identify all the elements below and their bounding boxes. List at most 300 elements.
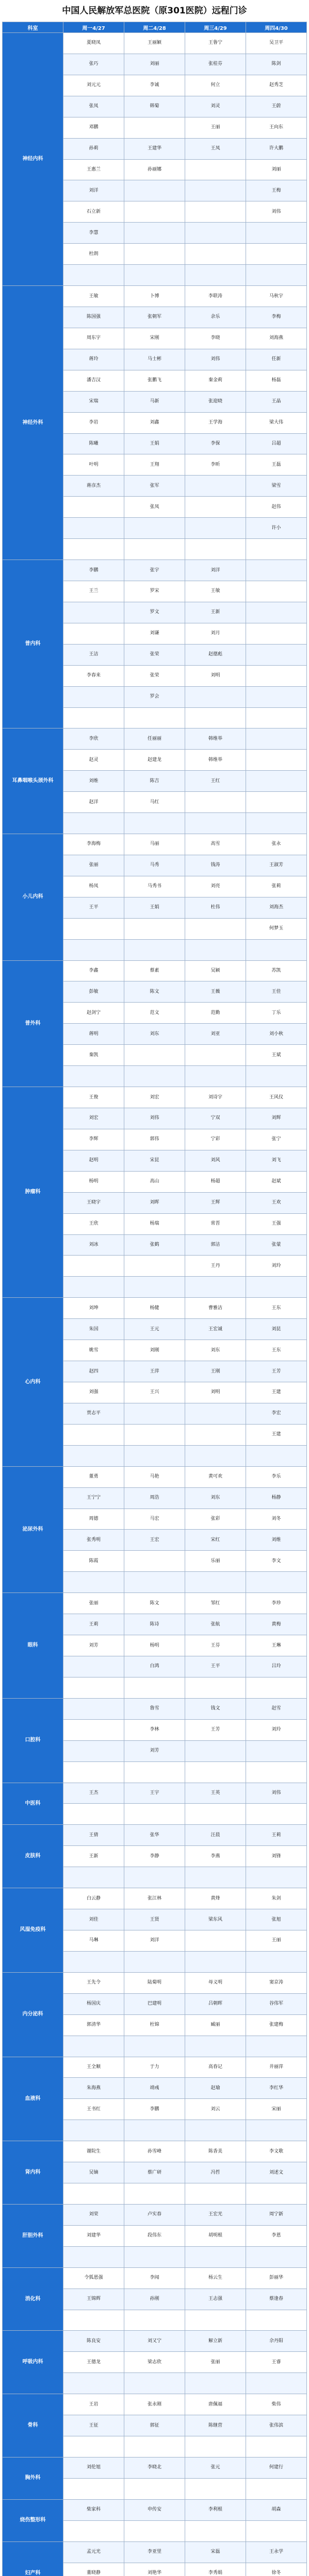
doctor-cell: 刘伟 bbox=[124, 1108, 185, 1129]
doctor-cell: 刘建华 bbox=[63, 2225, 124, 2246]
doctor-cell: 何建行 bbox=[246, 2458, 307, 2479]
doctor-cell bbox=[246, 2310, 307, 2331]
table-row bbox=[3, 2331, 307, 2352]
doctor-cell bbox=[246, 1066, 307, 1087]
doctor-cell: 韩维举 bbox=[185, 750, 246, 771]
doctor-cell: 罗文 bbox=[124, 602, 185, 623]
doctor-cell: 李乐 bbox=[246, 1466, 307, 1487]
doctor-cell bbox=[124, 2436, 185, 2458]
doctor-cell bbox=[63, 623, 124, 644]
doctor-cell bbox=[246, 1445, 307, 1466]
doctor-cell: 张航 bbox=[185, 1614, 246, 1635]
doctor-cell: 刘荣 bbox=[63, 2204, 124, 2225]
table-row bbox=[3, 834, 307, 855]
doctor-cell: 刘艳华 bbox=[124, 2563, 185, 2576]
doctor-cell: 王辉 bbox=[185, 1192, 246, 1213]
doctor-cell bbox=[124, 2310, 185, 2331]
doctor-cell: 朱海燕 bbox=[63, 2078, 124, 2099]
doctor-cell: 杨云生 bbox=[185, 2267, 246, 2289]
doctor-cell: 王东 bbox=[246, 1298, 307, 1319]
doctor-cell: 王丹 bbox=[185, 1256, 246, 1277]
doctor-cell bbox=[63, 265, 124, 286]
doctor-cell: 李联涛 bbox=[185, 286, 246, 307]
doctor-cell: 赵瑜 bbox=[185, 2078, 246, 2099]
doctor-cell bbox=[63, 813, 124, 834]
doctor-cell: 张伟滨 bbox=[246, 2415, 307, 2436]
doctor-cell: 张莉 bbox=[246, 876, 307, 897]
doctor-cell bbox=[124, 2036, 185, 2057]
doctor-cell: 杨国庆 bbox=[63, 1993, 124, 2014]
doctor-cell: 张秀明 bbox=[63, 1530, 124, 1551]
doctor-cell: 马琳 bbox=[63, 1930, 124, 1951]
doctor-cell: 刘明 bbox=[185, 665, 246, 686]
doctor-cell: 李宏 bbox=[246, 1403, 307, 1424]
doctor-cell: 吕玲 bbox=[246, 1656, 307, 1677]
doctor-cell: 吴镝 bbox=[63, 2162, 124, 2183]
doctor-cell: 蒋明 bbox=[63, 1024, 124, 1045]
doctor-cell: 谷伟军 bbox=[246, 1993, 307, 2014]
table-row bbox=[3, 1698, 307, 1719]
doctor-cell bbox=[246, 665, 307, 686]
doctor-cell: 孟元光 bbox=[63, 2541, 124, 2563]
table-row bbox=[3, 2057, 307, 2078]
doctor-cell: 叶明 bbox=[63, 454, 124, 476]
doctor-cell: 高春记 bbox=[185, 2057, 246, 2078]
doctor-cell: 靖彧 bbox=[124, 2078, 185, 2099]
doctor-cell: 张军 bbox=[124, 476, 185, 497]
doctor-cell: 刘亮 bbox=[185, 876, 246, 897]
doctor-cell bbox=[63, 2120, 124, 2141]
doctor-cell bbox=[185, 1066, 246, 1087]
doctor-cell: 宁双 bbox=[185, 1108, 246, 1129]
doctor-cell: 董勇 bbox=[63, 1466, 124, 1487]
doctor-cell: 陈诗 bbox=[124, 1614, 185, 1635]
doctor-cell bbox=[246, 1951, 307, 1972]
doctor-cell: 刘东 bbox=[185, 1487, 246, 1509]
doctor-cell bbox=[185, 223, 246, 244]
doctor-cell: 张荣 bbox=[124, 665, 185, 686]
doctor-cell: 王宏诚 bbox=[185, 1319, 246, 1340]
doctor-cell: 王芬 bbox=[185, 1635, 246, 1656]
doctor-cell bbox=[185, 201, 246, 223]
doctor-cell bbox=[63, 1804, 124, 1825]
doctor-cell: 赵斌 bbox=[246, 1171, 307, 1192]
doctor-cell: 邓鹏 bbox=[63, 117, 124, 138]
doctor-cell bbox=[246, 2478, 307, 2499]
doctor-cell: 李燕 bbox=[185, 1846, 246, 1867]
doctor-cell: 王东 bbox=[246, 1340, 307, 1361]
doctor-cell: 李梅 bbox=[246, 307, 307, 328]
department-name: 中医科 bbox=[3, 1783, 63, 1825]
doctor-cell: 陈国强 bbox=[63, 307, 124, 328]
doctor-cell bbox=[124, 1445, 185, 1466]
doctor-cell: 马艳 bbox=[124, 1466, 185, 1487]
table-row bbox=[3, 960, 307, 981]
doctor-cell: 杨超 bbox=[185, 1171, 246, 1192]
doctor-cell bbox=[124, 1066, 185, 1087]
doctor-cell: 刘小秋 bbox=[246, 1024, 307, 1045]
doctor-cell: 谢院生 bbox=[63, 2141, 124, 2162]
doctor-cell: 刘飞 bbox=[246, 1150, 307, 1171]
doctor-cell: 段伟东 bbox=[124, 2225, 185, 2246]
doctor-cell: 刘明 bbox=[185, 1382, 246, 1403]
doctor-cell: 刘月 bbox=[185, 623, 246, 644]
doctor-cell: 姚雪 bbox=[63, 1340, 124, 1361]
department-name: 神经内科 bbox=[3, 33, 63, 286]
department-name: 风湿免疫科 bbox=[3, 1888, 63, 1973]
column-header: 周三4/29 bbox=[185, 22, 246, 33]
doctor-cell bbox=[246, 939, 307, 960]
doctor-cell: 王薇 bbox=[185, 981, 246, 1003]
doctor-cell: 张宁 bbox=[246, 1129, 307, 1150]
table-row bbox=[3, 1972, 307, 1993]
doctor-cell: 乐丽 bbox=[185, 1551, 246, 1572]
doctor-cell bbox=[63, 1677, 124, 1698]
doctor-cell bbox=[246, 2520, 307, 2541]
doctor-cell: 唐佩福 bbox=[185, 2394, 246, 2415]
doctor-cell: 梁大伟 bbox=[246, 412, 307, 433]
doctor-cell bbox=[63, 2183, 124, 2205]
doctor-cell: 吴颖 bbox=[185, 960, 246, 981]
doctor-cell: 彭敏 bbox=[63, 981, 124, 1003]
doctor-cell: 李诚 bbox=[124, 75, 185, 96]
column-header: 周一4/27 bbox=[63, 22, 124, 33]
doctor-cell bbox=[246, 813, 307, 834]
doctor-cell bbox=[185, 1761, 246, 1783]
doctor-cell: 王惠兰 bbox=[63, 159, 124, 180]
doctor-cell: 王宏光 bbox=[185, 2204, 246, 2225]
doctor-cell: 杜锦 bbox=[124, 2014, 185, 2036]
doctor-cell bbox=[185, 539, 246, 560]
doctor-cell: 刘丽 bbox=[124, 54, 185, 75]
doctor-cell: 井丽萍 bbox=[246, 2057, 307, 2078]
doctor-cell bbox=[124, 1572, 185, 1593]
doctor-cell: 王强 bbox=[246, 1213, 307, 1234]
doctor-cell: 李欣 bbox=[63, 728, 124, 750]
doctor-cell bbox=[185, 159, 246, 180]
doctor-cell: 李秀娟 bbox=[185, 2563, 246, 2576]
doctor-cell: 李保 bbox=[185, 433, 246, 454]
doctor-cell: 张建梅 bbox=[246, 2014, 307, 2036]
doctor-cell bbox=[246, 1677, 307, 1698]
doctor-cell: 刘谦 bbox=[124, 623, 185, 644]
doctor-cell: 黄可欢 bbox=[185, 1466, 246, 1487]
doctor-cell bbox=[63, 2310, 124, 2331]
doctor-cell: 王鲁宁 bbox=[185, 33, 246, 54]
table-row bbox=[3, 1087, 307, 1108]
doctor-cell: 鲁雪 bbox=[124, 1698, 185, 1719]
doctor-cell: 何梦玉 bbox=[246, 918, 307, 939]
doctor-cell bbox=[124, 2478, 185, 2499]
doctor-cell: 李晓 bbox=[185, 328, 246, 349]
department-name: 消化科 bbox=[3, 2267, 63, 2331]
doctor-cell: 汪晨 bbox=[185, 1825, 246, 1846]
doctor-cell bbox=[185, 1403, 246, 1424]
doctor-cell: 刘锋 bbox=[246, 1846, 307, 1867]
doctor-cell: 王娟 bbox=[124, 433, 185, 454]
doctor-cell: 李海梅 bbox=[63, 834, 124, 855]
doctor-cell: 杨凤 bbox=[63, 876, 124, 897]
doctor-cell bbox=[246, 265, 307, 286]
doctor-cell bbox=[124, 518, 185, 539]
doctor-cell bbox=[185, 518, 246, 539]
table-row bbox=[3, 33, 307, 54]
doctor-cell: 陈良安 bbox=[63, 2331, 124, 2352]
doctor-cell bbox=[246, 728, 307, 750]
doctor-cell bbox=[246, 2183, 307, 2205]
doctor-cell bbox=[185, 2478, 246, 2499]
doctor-cell: 杨瑞 bbox=[124, 1213, 185, 1234]
department-name: 骨科 bbox=[3, 2394, 63, 2458]
doctor-cell: 杨磊 bbox=[246, 370, 307, 391]
doctor-cell: 李辉 bbox=[63, 1129, 124, 1150]
doctor-cell: 杨健 bbox=[124, 1298, 185, 1319]
doctor-cell: 马秀书 bbox=[124, 876, 185, 897]
doctor-cell: 王敏 bbox=[185, 581, 246, 602]
table-row bbox=[3, 2141, 307, 2162]
doctor-cell bbox=[63, 1761, 124, 1783]
department-name: 神经外科 bbox=[3, 286, 63, 560]
doctor-cell bbox=[246, 644, 307, 665]
doctor-cell: 王向东 bbox=[246, 117, 307, 138]
doctor-cell bbox=[246, 539, 307, 560]
doctor-cell: 周东宇 bbox=[63, 328, 124, 349]
doctor-cell: 马士彬 bbox=[124, 349, 185, 370]
doctor-cell: 罗宋 bbox=[124, 581, 185, 602]
doctor-cell: 王欣 bbox=[63, 1213, 124, 1234]
doctor-cell: 吕朝晖 bbox=[185, 1993, 246, 2014]
doctor-cell bbox=[63, 518, 124, 539]
doctor-cell: 刘亚 bbox=[185, 1024, 246, 1045]
doctor-cell: 张巧 bbox=[63, 54, 124, 75]
doctor-cell: 郭清华 bbox=[63, 2014, 124, 2036]
doctor-cell: 王先令 bbox=[63, 1972, 124, 1993]
doctor-cell: 王元 bbox=[124, 1319, 185, 1340]
doctor-cell bbox=[246, 1572, 307, 1593]
doctor-cell: 宋磊 bbox=[185, 2541, 246, 2563]
doctor-cell bbox=[185, 2520, 246, 2541]
doctor-cell: 郭伟 bbox=[124, 1129, 185, 1150]
doctor-cell: 郭征 bbox=[124, 2415, 185, 2436]
doctor-cell: 王丽 bbox=[246, 1930, 307, 1951]
doctor-cell bbox=[185, 2246, 246, 2267]
doctor-cell bbox=[246, 2120, 307, 2141]
department-name: 心内科 bbox=[3, 1298, 63, 1466]
doctor-cell: 赵秀芝 bbox=[246, 75, 307, 96]
doctor-cell bbox=[124, 1256, 185, 1277]
doctor-cell bbox=[185, 244, 246, 265]
doctor-cell bbox=[63, 707, 124, 728]
doctor-cell bbox=[185, 1277, 246, 1298]
doctor-cell: 苏凯 bbox=[246, 960, 307, 981]
doctor-cell: 刘又宁 bbox=[124, 2331, 185, 2352]
doctor-cell bbox=[246, 707, 307, 728]
doctor-cell: 王兰 bbox=[63, 581, 124, 602]
doctor-cell: 刘维 bbox=[246, 1530, 307, 1551]
doctor-cell bbox=[63, 1277, 124, 1298]
department-name: 呼吸内科 bbox=[3, 2331, 63, 2394]
doctor-cell: 张元 bbox=[185, 2458, 246, 2479]
doctor-cell bbox=[63, 2478, 124, 2499]
doctor-cell: 钱涛 bbox=[185, 855, 246, 876]
page-title: 中国人民解放军总医院（原301医院）远程门诊 bbox=[62, 6, 247, 16]
doctor-cell bbox=[63, 2246, 124, 2267]
doctor-cell: 巴建明 bbox=[124, 1993, 185, 2014]
doctor-cell: 陈文 bbox=[124, 1593, 185, 1614]
doctor-cell bbox=[63, 497, 124, 518]
doctor-cell: 马红 bbox=[124, 792, 185, 813]
doctor-cell: 王欢 bbox=[246, 1192, 307, 1213]
doctor-cell: 王晓宇 bbox=[63, 1192, 124, 1213]
doctor-cell: 冯哲 bbox=[185, 2162, 246, 2183]
doctor-cell: 刘伟 bbox=[185, 349, 246, 370]
doctor-cell: 王萍 bbox=[124, 1361, 185, 1382]
doctor-cell bbox=[185, 2120, 246, 2141]
doctor-cell bbox=[246, 2036, 307, 2057]
doctor-cell: 李闻 bbox=[124, 2267, 185, 2289]
doctor-cell: 李文歌 bbox=[246, 2141, 307, 2162]
doctor-cell bbox=[246, 2246, 307, 2267]
doctor-cell: 解立新 bbox=[185, 2331, 246, 2352]
doctor-cell bbox=[124, 201, 185, 223]
doctor-cell: 高雪 bbox=[185, 834, 246, 855]
doctor-cell: 刘洋 bbox=[63, 180, 124, 201]
doctor-cell: 陈剑 bbox=[246, 54, 307, 75]
doctor-cell: 王翔 bbox=[124, 454, 185, 476]
doctor-cell: 李利根 bbox=[185, 2499, 246, 2520]
doctor-cell bbox=[63, 1951, 124, 1972]
department-name: 肾内科 bbox=[3, 2141, 63, 2205]
doctor-cell: 令狐恩强 bbox=[63, 2267, 124, 2289]
table-row bbox=[3, 1298, 307, 1319]
doctor-cell: 刘维 bbox=[63, 771, 124, 792]
doctor-cell: 贾志平 bbox=[63, 1403, 124, 1424]
doctor-cell: 王兴 bbox=[124, 1382, 185, 1403]
doctor-cell: 王娟 bbox=[124, 897, 185, 918]
doctor-cell bbox=[124, 223, 185, 244]
doctor-cell: 张宇 bbox=[124, 560, 185, 581]
schedule-body bbox=[3, 33, 307, 2576]
doctor-cell: 吕超 bbox=[246, 433, 307, 454]
doctor-cell: 许大鹏 bbox=[246, 138, 307, 159]
doctor-cell: 于力 bbox=[124, 2057, 185, 2078]
doctor-cell bbox=[246, 623, 307, 644]
doctor-cell: 陈曦 bbox=[63, 433, 124, 454]
doctor-cell bbox=[63, 939, 124, 960]
doctor-cell bbox=[63, 1698, 124, 1719]
doctor-cell: 王丽 bbox=[185, 117, 246, 138]
doctor-cell: 孙刚 bbox=[124, 2289, 185, 2310]
doctor-cell: 蔡素 bbox=[124, 960, 185, 981]
doctor-cell bbox=[124, 265, 185, 286]
doctor-cell: 刘芳 bbox=[124, 1740, 185, 1761]
doctor-cell: 马秋宇 bbox=[246, 286, 307, 307]
doctor-cell: 张鹤 bbox=[124, 1234, 185, 1256]
doctor-cell: 陆菊明 bbox=[124, 1972, 185, 1993]
doctor-cell: 刘丽 bbox=[246, 159, 307, 180]
doctor-cell bbox=[124, 813, 185, 834]
doctor-cell: 刘晖 bbox=[124, 1192, 185, 1213]
doctor-cell: 陈霞 bbox=[63, 1551, 124, 1572]
doctor-cell: 任丽丽 bbox=[124, 728, 185, 750]
doctor-cell: 高山 bbox=[124, 1171, 185, 1192]
doctor-cell: 王红 bbox=[185, 771, 246, 792]
doctor-cell: 张鹏飞 bbox=[124, 370, 185, 391]
doctor-cell: 朱国 bbox=[63, 1319, 124, 1340]
doctor-cell: 潘吉汉 bbox=[63, 370, 124, 391]
doctor-cell: 刘玲 bbox=[246, 1719, 307, 1740]
doctor-cell: 刘坤 bbox=[63, 1298, 124, 1319]
doctor-cell: 张永刚 bbox=[124, 2394, 185, 2415]
doctor-cell bbox=[124, 1867, 185, 1888]
doctor-cell: 王宁宁 bbox=[63, 1487, 124, 1509]
doctor-cell: 张桂芬 bbox=[185, 54, 246, 75]
doctor-cell: 梁雪 bbox=[246, 476, 307, 497]
doctor-cell bbox=[63, 1424, 124, 1445]
column-header: 周二4/28 bbox=[124, 22, 185, 33]
department-name: 妇产科 bbox=[3, 2541, 63, 2576]
doctor-cell: 蒋彦杰 bbox=[63, 476, 124, 497]
doctor-cell: 秦金莉 bbox=[185, 370, 246, 391]
doctor-cell: 佘丹阳 bbox=[246, 2331, 307, 2352]
doctor-cell: 赵德彪 bbox=[185, 644, 246, 665]
department-name: 烧伤整形科 bbox=[3, 2499, 63, 2541]
doctor-cell: 杨静 bbox=[246, 1487, 307, 1509]
doctor-cell: 王莉 bbox=[246, 1825, 307, 1846]
doctor-cell bbox=[63, 1256, 124, 1277]
doctor-cell bbox=[63, 539, 124, 560]
department-name: 耳鼻咽喉头颈外科 bbox=[3, 728, 63, 834]
table-row bbox=[3, 1888, 307, 1909]
doctor-cell bbox=[63, 1572, 124, 1593]
doctor-cell: 李昕 bbox=[185, 454, 246, 476]
doctor-cell bbox=[185, 2436, 246, 2458]
doctor-cell bbox=[246, 1277, 307, 1298]
doctor-cell: 蔡广研 bbox=[124, 2162, 185, 2183]
doctor-cell bbox=[246, 686, 307, 707]
doctor-cell: 卢实春 bbox=[124, 2204, 185, 2225]
doctor-cell bbox=[246, 602, 307, 623]
doctor-cell: 李晓北 bbox=[124, 2458, 185, 2479]
doctor-cell bbox=[185, 1951, 246, 1972]
doctor-cell: 胡森 bbox=[246, 2499, 307, 2520]
doctor-cell: 韩维举 bbox=[185, 728, 246, 750]
doctor-cell: 王芳 bbox=[185, 1719, 246, 1740]
doctor-cell: 李春来 bbox=[63, 665, 124, 686]
doctor-cell bbox=[124, 2373, 185, 2394]
doctor-cell: 宋昆 bbox=[124, 1150, 185, 1171]
doctor-cell bbox=[185, 180, 246, 201]
table-row bbox=[3, 1825, 307, 1846]
doctor-cell bbox=[124, 244, 185, 265]
schedule-table bbox=[2, 22, 307, 2576]
doctor-cell: 黄梅 bbox=[246, 1614, 307, 1635]
doctor-cell: 宋瑞 bbox=[63, 391, 124, 412]
doctor-cell: 赵剑宁 bbox=[63, 1003, 124, 1024]
doctor-cell bbox=[63, 1740, 124, 1761]
doctor-cell: 胡明根 bbox=[185, 2225, 246, 2246]
doctor-cell: 张丽 bbox=[185, 2352, 246, 2373]
doctor-cell bbox=[185, 1445, 246, 1466]
doctor-cell: 柴家科 bbox=[63, 2499, 124, 2520]
doctor-cell: 周德 bbox=[63, 1509, 124, 1530]
doctor-cell: 张丽 bbox=[63, 855, 124, 876]
doctor-cell: 常晋 bbox=[185, 1213, 246, 1234]
doctor-cell bbox=[246, 750, 307, 771]
doctor-cell: 李珍 bbox=[246, 1593, 307, 1614]
doctor-cell: 张华 bbox=[124, 1825, 185, 1846]
doctor-cell bbox=[63, 1719, 124, 1740]
